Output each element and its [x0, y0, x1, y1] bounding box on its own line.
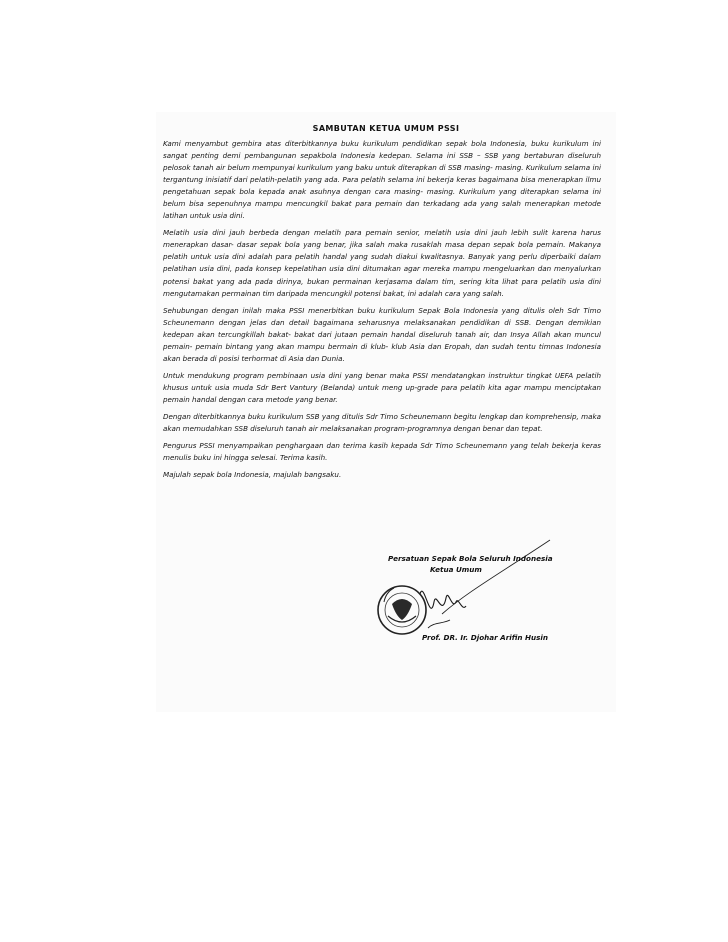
signature-block — [388, 553, 588, 575]
signature-organization: Persatuan Sepak Bola Seluruh Indonesia — [388, 554, 553, 563]
paragraph-3: Sehubungan dengan inilah maka PSSI menerbitkan buku kurikulum Sepak Bola Indonesia yang ditulis oleh Sdr Timo Scheunemann dengan jelas dan detail bagaimana seharusnya melaksanakan pendidikan di SSB. Dengan demikian kedepan akan tercungkillah bakat- bakat dari jutaan pemain handal diseluruh tanah air, dan Insya Allah akan muncul pemain- pemain bintang yang akan mampu bermain di klub- klub Asia dan Eropah, dan sudah tentu timnas Indonesia akan berada di posisi terhormat di Asia dan Dunia. — [163, 305, 601, 363]
signature-role: Ketua Umum — [430, 565, 482, 574]
paragraph-5: Dengan diterbitkannya buku kurikulum SSB yang ditulis Sdr Timo Scheunemann begitu lengkap dan komprehensip, maka akan memudahkan SSB diseluruh tanah air melaksanakan program-programnya dengan benar dan tepat. — [163, 411, 601, 434]
signature-stroke-icon — [442, 540, 550, 614]
signatory-name: Prof. DR. Ir. Djohar Arifin Husin — [422, 633, 549, 642]
letter-title: SAMBUTAN KETUA UMUM PSSI — [312, 124, 460, 133]
paragraph-7: Majulah sepak bola Indonesia, majulah bangsaku. — [163, 470, 342, 480]
paragraph-4: Untuk mendukung program pembinaan usia dini yang benar maka PSSI mendatangkan instruktur tingkat UEFA pelatih khusus untuk usia muda Sdr Bert Vantury (Belanda) untuk meng up-grade para pelatih kita agar mampu menciptakan pemain handal dengan cara metode yang benar. — [163, 370, 601, 404]
paragraph-1: Kami menyambut gembira atas diterbitkannya buku kurikulum pendidikan sepak bola Indonesia, buku kurikulum ini sangat penting demi pembangunan sepakbola Indonesia kedepan. Selama ini SSB – SSB yang bertaburan diseluruh pelosok tanah air belum mempunyai kurikulum yang baku untuk diterapkan di SSB masing- masing. Kurikulum selama ini tergantung inisiatif dari pelatih-pelatih yang ada. Para pelatih selama ini bekerja keras bagaimana bisa menerapkan ilmu pengetahuan sepak bola kepada anak asuhnya dengan cara masing- masing. Kurikulum yang diterapkan selama ini belum bisa sepenuhnya mampu mencungkil bakat para pemain dan terkadang ada yang salah menerapkan metode latihan untuk usia dini. — [163, 139, 601, 221]
letter-body — [163, 138, 601, 486]
pssi-seal-icon — [378, 586, 426, 634]
paragraph-6: Pengurus PSSI menyampaikan penghargaan dan terima kasih kepada Sdr Timo Scheunemann yang telah bekerja keras menulis buku ini hingga selesai. Terima kasih. — [163, 441, 601, 463]
paragraph-2: Melatih usia dini jauh berbeda dengan melatih para pemain senior, melatih usia dini jauh lebih sulit karena harus menerapkan dasar- dasar sepak bola yang benar, jika salah maka rusaklah masa depan sepak bola pemain. Makanya pelatih untuk usia dini adalah para pelatih handal yang sudah diakui kwalitasnya. Banyak yang perlu diperbaiki dalam pelatihan usia dini, pada konsep kepelatihan usia dini ditumakan agar mereka mampu mengeluarkan dan menyalurkan potensi bakat yang ada pada dirinya, bukan permainan kerjasama dalam tim, sering kita lihat para pelatih usia dini mengutamakan permainan tim daripada mencungkil potensi bakat, ini adalah cara yang salah. — [163, 228, 601, 298]
